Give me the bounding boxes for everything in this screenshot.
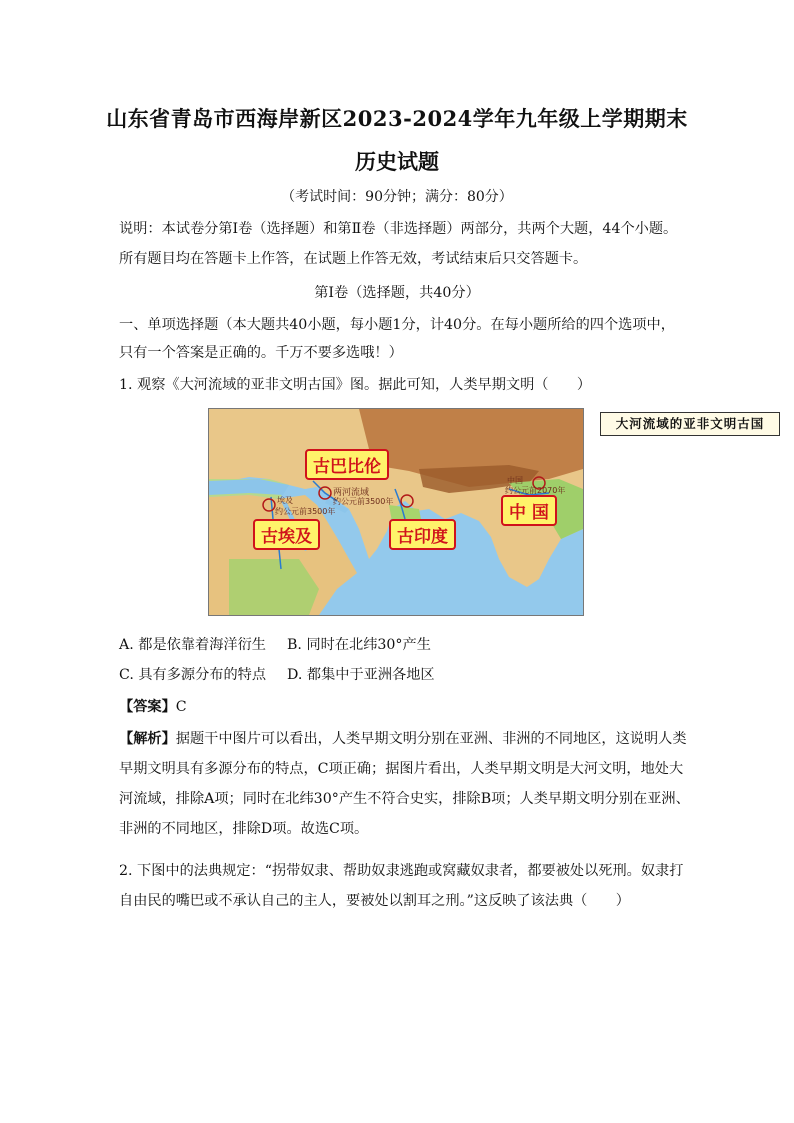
answer-row — [119, 696, 187, 716]
analysis-label: 【解析】 — [119, 731, 176, 747]
analysis-text1: 据题干中图片可以看出，人类早期文明分别在亚洲、非洲的不同地区，这说明人类 — [175, 731, 687, 747]
section1-intro-line2: 只有一个答案是正确的。千万不要多选哦！） — [119, 345, 403, 361]
analysis-line4: 非洲的不同地区，排除D项。故选C项。 — [119, 821, 369, 837]
exam-info: （考试时间：90分钟；满分：80分） — [281, 189, 513, 205]
label-china: 中 国 — [501, 495, 557, 526]
civilizations-map — [208, 408, 765, 616]
question1-stem: 1. 观察《大河流域的亚非文明古国》图。据此可知，人类早期文明（ ） — [119, 377, 592, 393]
exam-title-line2: 历史试题 — [355, 149, 439, 174]
option-c: C. 具有多源分布的特点 — [119, 667, 267, 683]
instructions-line1: 说明：本试卷分第Ⅰ卷（选择题）和第Ⅱ卷（非选择题）两部分，共两个大题，44个小题。 — [119, 221, 678, 237]
answer-label: 【答案】 — [119, 699, 176, 715]
label-egypt-small: 埃及 — [277, 496, 293, 505]
option-a: A. 都是依靠着海洋衍生 — [119, 637, 266, 653]
option-b: B. 同时在北纬30°产生 — [287, 637, 431, 653]
exam-title-line1: 山东省青岛市西海岸新区2023-2024学年九年级上学期期末 — [106, 106, 688, 131]
question2-line1: 2. 下图中的法典规定：“拐带奴隶、帮助奴隶逃跑或窝藏奴隶者，都要被处以死刑。奴隶打 — [119, 863, 684, 879]
analysis-line1 — [119, 728, 687, 748]
question2-line2: 自由民的嘴巴或不承认自己的主人，要被处以割耳之刑。”这反映了该法典（ ） — [119, 893, 630, 909]
label-india: 古印度 — [389, 519, 456, 550]
section1-intro-line1: 一、单项选择题（本大题共40小题，每小题1分，计40分。在每小题所给的四个选项中， — [119, 317, 675, 333]
analysis-line2: 早期文明具有多源分布的特点，C项正确；据图片看出，人类早期文明是大河文明，地处大 — [119, 761, 684, 777]
option-d: D. 都集中于亚洲各地区 — [287, 667, 435, 683]
instructions-line2: 所有题目均在答题卡上作答，在试题上作答无效，考试结束后只交答题卡。 — [119, 251, 588, 267]
analysis-line3: 河流域，排除A项；同时在北纬30°产生不符合史实，排除B项；人类早期文明分别在亚洲、 — [119, 791, 690, 807]
answer-value: C — [175, 699, 187, 715]
section1-heading: 第Ⅰ卷（选择题，共40分） — [314, 285, 480, 301]
label-china-small: 中国 — [507, 476, 523, 485]
label-babylon: 古巴比伦 — [305, 449, 389, 480]
label-egypt-date: 约公元前3500年 — [275, 507, 336, 516]
map-title: 大河流域的亚非文明古国 — [600, 412, 780, 436]
label-mesopotamia-date: 约公元前3500年 — [333, 497, 394, 506]
label-egypt: 古埃及 — [253, 519, 320, 550]
label-mesopotamia: 两河流域 — [333, 488, 370, 498]
label-china-date: 约公元前2070年 — [505, 486, 566, 495]
